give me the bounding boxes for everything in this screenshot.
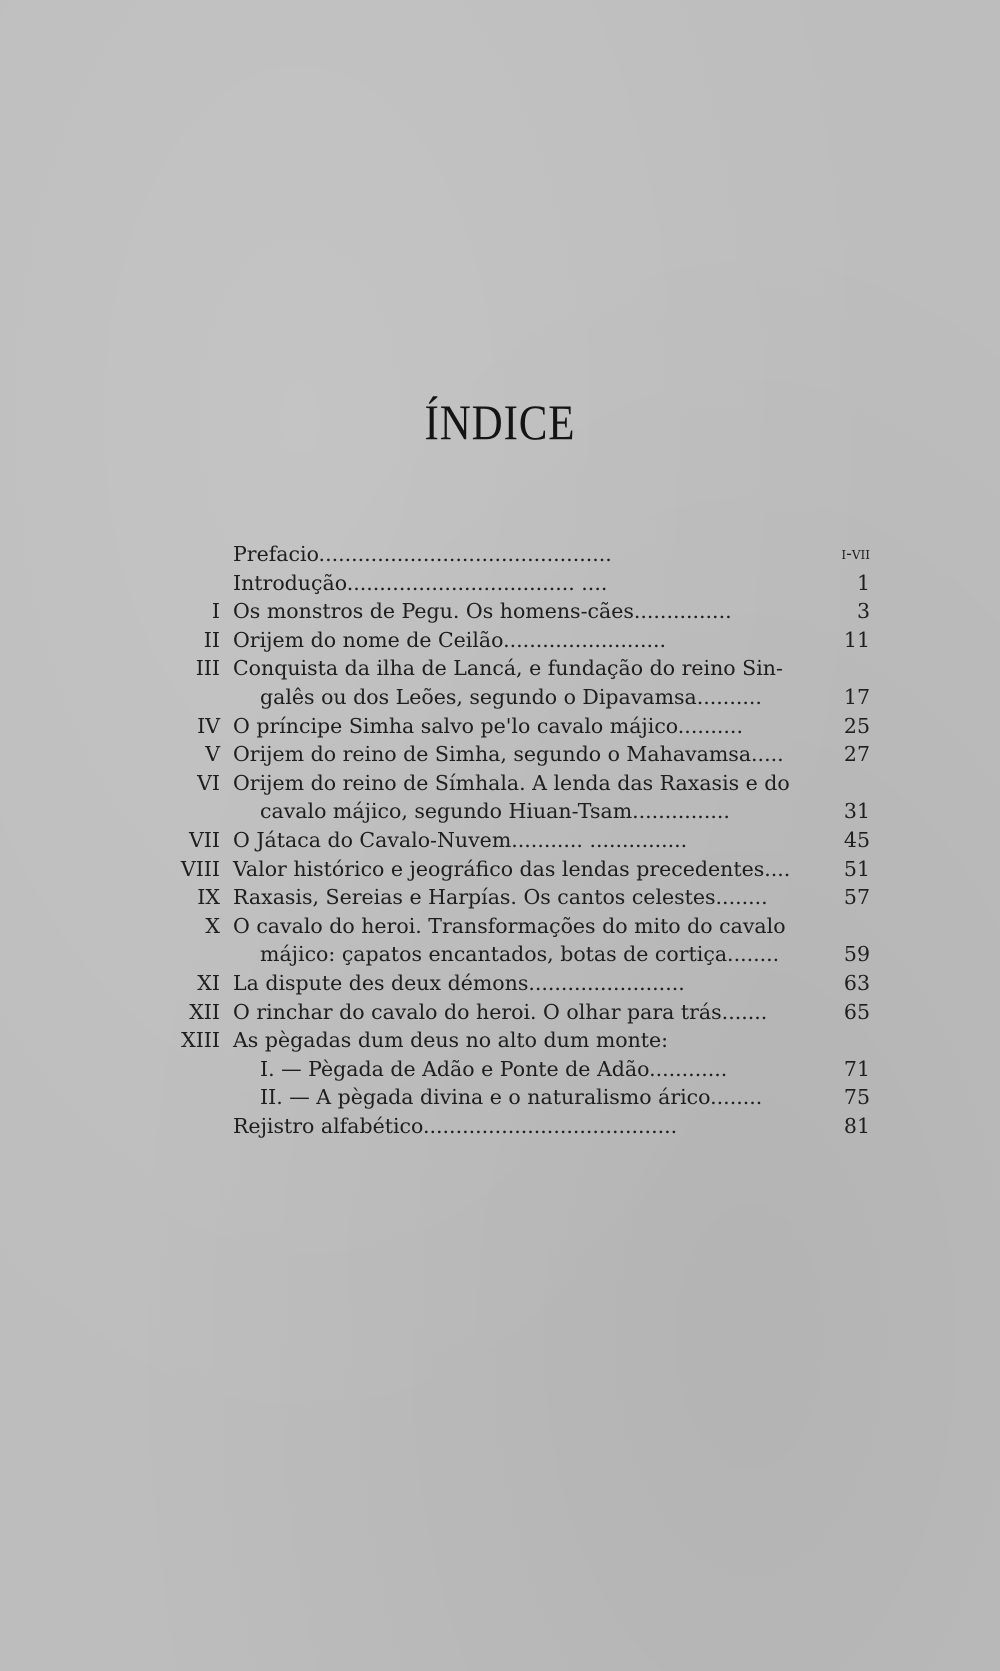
chapter-number: VII bbox=[188, 827, 220, 852]
entry-title: O príncipe Simha salvo pe'lo cavalo májico.......... bbox=[233, 713, 743, 738]
entry-title: Raxasis, Sereias e Harpías. Os cantos celestes........ bbox=[233, 885, 768, 910]
entry-title: Rejistro alfabético....................................... bbox=[233, 1113, 678, 1138]
page-number: 57 bbox=[843, 885, 870, 910]
toc-entry-continuation bbox=[150, 683, 870, 712]
chapter-number: VIII bbox=[180, 856, 220, 881]
toc-entry bbox=[150, 712, 870, 741]
toc-entry bbox=[150, 912, 870, 941]
toc-entry-continuation bbox=[150, 940, 870, 969]
entry-title: Valor histórico e jeográfico das lendas precedentes.... bbox=[233, 856, 791, 881]
toc-subentry bbox=[150, 1055, 870, 1084]
entry-title: O rinchar do cavalo do heroi. O olhar para trás....... bbox=[233, 999, 768, 1024]
page-number: 27 bbox=[843, 742, 870, 767]
toc-entry bbox=[150, 1112, 870, 1141]
page-number: 17 bbox=[843, 684, 870, 709]
table-of-contents bbox=[150, 540, 870, 1140]
toc-entry bbox=[150, 569, 870, 598]
chapter-number: V bbox=[205, 742, 220, 767]
page-number: 75 bbox=[843, 1085, 870, 1110]
chapter-number: IV bbox=[197, 713, 220, 738]
entry-title: Orijem do reino de Simha, segundo o Mahavamsa..... bbox=[233, 742, 784, 767]
chapter-number: IX bbox=[197, 885, 220, 910]
toc-entry-continuation bbox=[150, 797, 870, 826]
chapter-number: XIII bbox=[181, 1028, 220, 1053]
chapter-number: XII bbox=[189, 999, 220, 1024]
chapter-number: XI bbox=[197, 970, 220, 995]
entry-title: O Játaca do Cavalo-Nuvem........... ............... bbox=[233, 827, 688, 852]
page-number: 63 bbox=[843, 970, 870, 995]
page-number: 11 bbox=[843, 627, 870, 652]
entry-title: Prefacio............................................. bbox=[233, 542, 612, 566]
page-number: 45 bbox=[843, 827, 870, 852]
toc-entry bbox=[150, 855, 870, 884]
entry-title: Introdução................................... .... bbox=[233, 570, 608, 595]
page-number: 51 bbox=[843, 856, 870, 881]
page-title: ÍNDICE bbox=[424, 394, 576, 450]
entry-title: II. — A pègada divina e o naturalismo árico........ bbox=[260, 1085, 763, 1110]
page-number: 81 bbox=[843, 1113, 870, 1138]
chapter-number: X bbox=[205, 913, 220, 938]
entry-title: galês ou dos Leões, segundo o Dipavamsa.......... bbox=[260, 684, 762, 709]
toc-entry bbox=[150, 740, 870, 769]
toc-entry bbox=[150, 1026, 870, 1055]
entry-title: Conquista da ilha de Lancá, e fundação do reino Sin- bbox=[233, 656, 783, 681]
toc-entry bbox=[150, 654, 870, 683]
toc-entry bbox=[150, 883, 870, 912]
toc-entry bbox=[150, 769, 870, 798]
entry-title: Orijem do reino de Símhala. A lenda das Raxasis e do bbox=[233, 770, 790, 795]
chapter-number: III bbox=[195, 656, 220, 681]
page-number: 59 bbox=[843, 942, 870, 967]
page-number: 65 bbox=[843, 999, 870, 1024]
chapter-number: VI bbox=[197, 770, 220, 795]
page-number: i-vii bbox=[841, 544, 870, 564]
toc-entry bbox=[150, 597, 870, 626]
page-number: 71 bbox=[843, 1056, 870, 1081]
entry-title: cavalo májico, segundo Hiuan-Tsam............... bbox=[260, 799, 730, 824]
toc-entry bbox=[150, 540, 870, 569]
page-number: 3 bbox=[856, 599, 870, 624]
toc-entry bbox=[150, 998, 870, 1027]
entry-title: I. — Pègada de Adão e Ponte de Adão............ bbox=[260, 1056, 728, 1081]
entry-title: Orijem do nome de Ceilão......................... bbox=[233, 627, 667, 652]
chapter-number: I bbox=[211, 599, 220, 624]
toc-entry bbox=[150, 626, 870, 655]
page-number: 31 bbox=[843, 799, 870, 824]
entry-title: O cavalo do heroi. Transformações do mito do cavalo bbox=[233, 913, 786, 938]
entry-title: májico: çapatos encantados, botas de cortiça........ bbox=[260, 942, 780, 967]
entry-title: As pègadas dum deus no alto dum monte: bbox=[233, 1028, 669, 1053]
page-number: 25 bbox=[843, 713, 870, 738]
page-number: 1 bbox=[856, 570, 870, 595]
toc-entry bbox=[150, 826, 870, 855]
chapter-number: II bbox=[203, 627, 220, 652]
entry-title: Os monstros de Pegu. Os homens-cães............... bbox=[233, 599, 732, 624]
entry-title: La dispute des deux démons........................ bbox=[233, 970, 685, 995]
toc-entry bbox=[150, 969, 870, 998]
toc-subentry bbox=[150, 1083, 870, 1112]
